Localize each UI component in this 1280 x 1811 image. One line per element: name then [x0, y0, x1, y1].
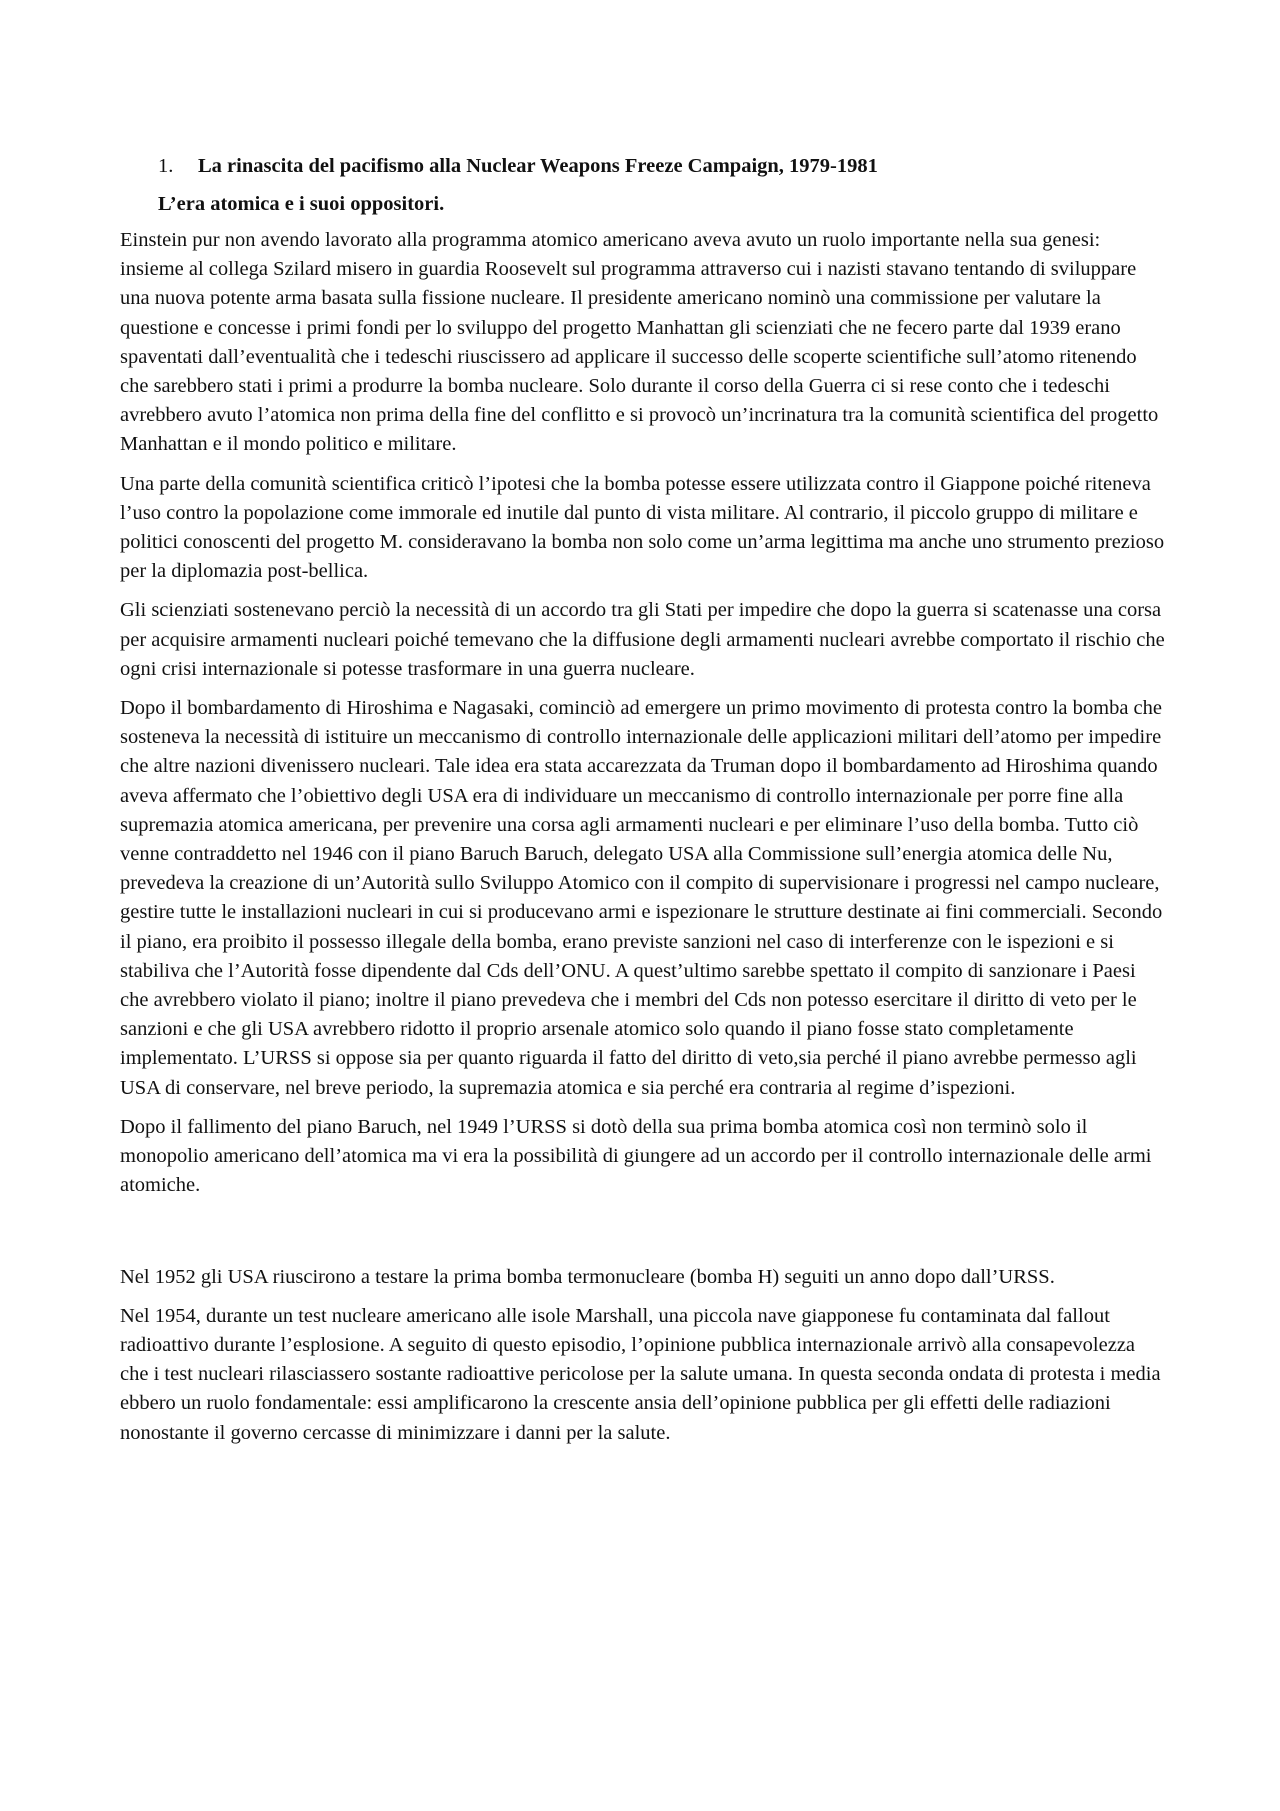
section-title: La rinascita del pacifismo alla Nuclear Weapons Freeze Campaign, 1979-1981: [198, 155, 878, 177]
blank-space: [120, 1211, 1168, 1263]
paragraph: Dopo il fallimento del piano Baruch, nel 1949 l’URSS si dotò della sua prima bomba atomica così non terminò solo il monopolio americano dell’atomica ma vi era la possibilità di giungere ad un accordo per il controllo internazionale delle armi atomiche.: [120, 1115, 1152, 1197]
subsection-title: L’era atomica e i suoi oppositori.: [158, 193, 445, 215]
paragraph: Nel 1952 gli USA riuscirono a testare la prima bomba termonucleare (bomba H) seguiti un anno dopo dall’URSS.: [120, 1265, 1055, 1288]
paragraph: Nel 1954, durante un test nucleare americano alle isole Marshall, una piccola nave giapponese fu contaminata dal fallout radioattivo durante l’esplosione. A seguito di questo episodio, l’opinione pubblica internazionale arrivò alla consapevolezza che i test nucleari rilasciassero sostante radioattive pericolose per la salute umana. In questa seconda ondata di protesta i media ebbero un ruolo fondamentale: essi amplificarono la crescente ansia dell’opinione pubblica per gli effetti delle radiazioni nonostante il governo cercasse di minimizzare i danni per la salute.: [120, 1304, 1161, 1444]
section-number: 1.: [158, 155, 174, 177]
paragraph: Dopo il bombardamento di Hiroshima e Nagasaki, cominciò ad emergere un primo movimento di protesta contro la bomba che sosteneva la necessità di istituire un meccanismo di controllo internazionale delle applicazioni militari dell’atomo per impedire che altre nazioni divenissero nucleari. Tale idea era stata accarezzata da Truman dopo il bombardamento ad Hiroshima quando aveva affermato che l’obiettivo degli USA era di individuare un meccanismo di controllo internazionale per porre fine alla supremazia atomica americana, per prevenire una corsa agli armamenti nucleari e per eliminare l’uso della bomba. Tutto ciò venne contraddetto nel 1946 con il piano Baruch Baruch, delegato USA alla Commissione sull’energia atomica delle Nu, prevedeva la creazione di un’Autorità sullo Sviluppo Atomico con il compito di supervisionare i progressi nel campo nucleare, gestire tutte le installazioni nucleari in cui si producevano armi e ispezionare le strutture destinate ai fini commerciali. Secondo il piano, era proibito il possesso illegale della bomba, erano previste sanzioni nel caso di interferenze con le ispezioni e si stabiliva che l’Autorità fosse dipendente dal Cds dell’ONU. A quest’ultimo sarebbe spettato il compito di sanzionare i Paesi che avrebbero violato il piano; inoltre il piano prevedeva che i membri del Cds non potesso esercitare il diritto di veto per le sanzioni e che gli USA avrebbero ridotto il proprio arsenale atomico solo quando il piano fosse stato completamente implementato. L’URSS si oppose sia per quanto riguarda il fatto del diritto di veto,sia perché il piano avrebbe permesso agli USA di conservare, nel breve periodo, la supremazia atomica e sia perché era contraria al regime d’ispezioni.: [120, 697, 1163, 1099]
document-body: [120, 152, 1168, 1458]
paragraph: Gli scienziati sostenevano perciò la necessità di un accordo tra gli Stati per impedire che dopo la guerra si scatenasse una corsa per acquisire armamenti nucleari poiché temevano che la diffusione degli armamenti nucleari avrebbe comportato il rischio che ogni crisi internazionale si potesse trasformare in una guerra nucleare.: [120, 599, 1165, 680]
section-heading: [120, 152, 1168, 180]
paragraph: Una parte della comunità scientifica criticò l’ipotesi che la bomba potesse essere utilizzata contro il Giappone poiché riteneva l’uso contro la popolazione come immorale ed inutile dal punto di vista militare. Al contrario, il piccolo gruppo di militare e politici conoscenti del progetto M. consideravano la bomba non solo come un’arma legittima ma anche uno strumento prezioso per la diplomazia post-bellica.: [120, 472, 1165, 583]
paragraph: Einstein pur non avendo lavorato alla programma atomico americano aveva avuto un ruolo importante nella sua genesi: insieme al collega Szilard misero in guardia Roosevelt sul programma attraverso cui i nazisti stavano tentando di sviluppare una nuova potente arma basata sulla fissione nucleare. Il presidente americano nominò una commissione per valutare la questione e concesse i primi fondi per lo sviluppo del progetto Manhattan gli scienziati che ne fecero parte dal 1939 erano spaventati dall’eventualità che i tedeschi riuscissero ad applicare il successo delle scoperte scientifiche sull’atomo ritenendo che sarebbero stati i primi a produrre la bomba nucleare. Solo durante il corso della Guerra ci si rese conto che i tedeschi avrebbero avuto l’atomica non prima della fine del conflitto e si provocò un’incrinatura tra la comunità scientifica del progetto Manhattan e il mondo politico e militare.: [120, 229, 1159, 456]
